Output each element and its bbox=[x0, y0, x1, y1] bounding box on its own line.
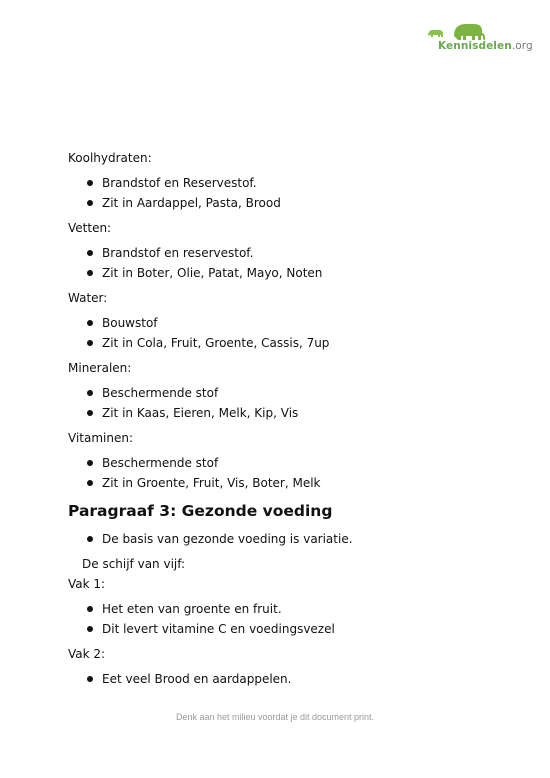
elephant-icon bbox=[422, 16, 526, 42]
bullet-item: Zit in Kaas, Eieren, Melk, Kip, Vis bbox=[68, 403, 488, 423]
document-body bbox=[68, 148, 488, 694]
logo-name: Kennisdelen bbox=[438, 40, 512, 52]
bullet-list bbox=[68, 529, 488, 549]
subheading: De schijf van vijf: bbox=[82, 557, 186, 571]
logo-domain: .org bbox=[511, 40, 533, 52]
bullet-list bbox=[68, 453, 488, 493]
section-label: Mineralen: bbox=[68, 361, 132, 375]
bullet-item: Zit in Aardappel, Pasta, Brood bbox=[68, 193, 488, 213]
paragraph-heading: Paragraaf 3: Gezonde voeding bbox=[68, 502, 333, 520]
section-label: Vak 1: bbox=[68, 577, 106, 591]
bullet-item: Bouwstof bbox=[68, 313, 488, 333]
bullet-item: Eet veel Brood en aardappelen. bbox=[68, 669, 488, 689]
bullet-item: Zit in Boter, Olie, Patat, Mayo, Noten bbox=[68, 263, 488, 283]
section-label: Water: bbox=[68, 291, 108, 305]
vak-section bbox=[68, 574, 488, 639]
bullet-item: Brandstof en reservestof. bbox=[68, 243, 488, 263]
footer-note: Denk aan het milieu voordat je dit document print. bbox=[175, 712, 375, 722]
bullet-list bbox=[68, 313, 488, 353]
bullet-list bbox=[68, 173, 488, 213]
vak-section bbox=[68, 644, 488, 689]
kennisdelen-logo[interactable] bbox=[420, 16, 532, 56]
bullet-list bbox=[68, 669, 488, 689]
bullet-item: Beschermende stof bbox=[68, 453, 488, 473]
nutrient-section bbox=[68, 218, 488, 283]
bullet-list bbox=[68, 243, 488, 283]
nutrient-section bbox=[68, 358, 488, 423]
bullet-item: Het eten van groente en fruit. bbox=[68, 599, 488, 619]
bullet-item: Dit levert vitamine C en voedingsvezel bbox=[68, 619, 488, 639]
bullet-list bbox=[68, 599, 488, 639]
bullet-item: Zit in Groente, Fruit, Vis, Boter, Melk bbox=[68, 473, 488, 493]
nutrient-section bbox=[68, 148, 488, 213]
bullet-list bbox=[68, 383, 488, 423]
bullet-item: Zit in Cola, Fruit, Groente, Cassis, 7up bbox=[68, 333, 488, 353]
bullet-item: De basis van gezonde voeding is variatie. bbox=[68, 529, 488, 549]
section-label: Koolhydraten: bbox=[68, 151, 152, 165]
nutrient-section bbox=[68, 428, 488, 493]
bullet-item: Beschermende stof bbox=[68, 383, 488, 403]
section-label: Vak 2: bbox=[68, 647, 106, 661]
nutrient-section bbox=[68, 288, 488, 353]
bullet-item: Brandstof en Reservestof. bbox=[68, 173, 488, 193]
section-label: Vitaminen: bbox=[68, 431, 133, 445]
section-label: Vetten: bbox=[68, 221, 112, 235]
